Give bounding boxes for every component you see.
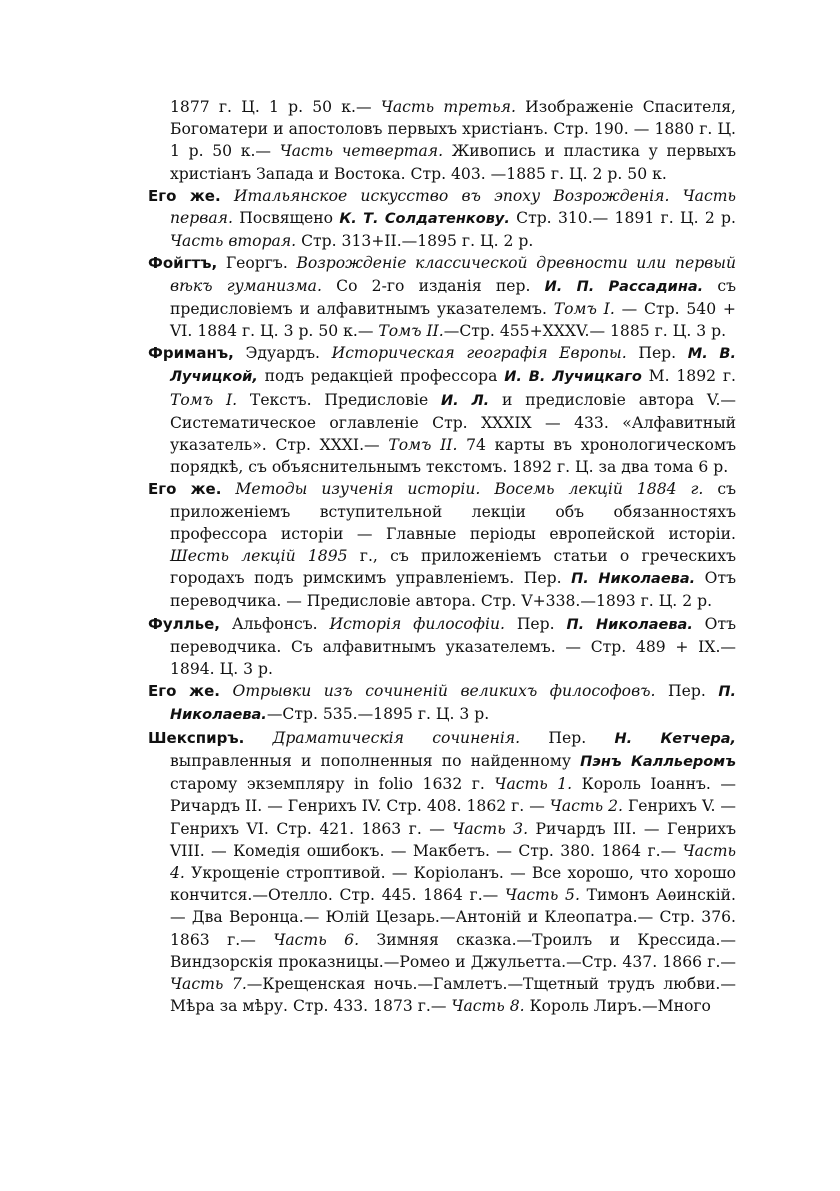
catalog-entry-ego-zhe-italian-art [148, 185, 736, 253]
entry-title-italic: Отрывки изъ сочиненій великихъ философовъ. [232, 682, 656, 701]
entry-person-name: И. В. Лучицкаго [504, 369, 642, 386]
entry-title-italic: Томъ II. [388, 436, 458, 455]
entry-text: Альфонсъ. [219, 614, 330, 633]
entry-text: Пер. [626, 344, 688, 363]
entry-title-italic: Часть 1. [494, 775, 573, 794]
entry-text: Тимонъ Аѳинскій.— Два Веронца.— Юлій Цезарь.—Антоній и Клеопатра.— Стр. 376. 1863 г.— [170, 886, 736, 949]
entry-title-italic: Часть 7. [170, 974, 247, 993]
entry-text: съ приложеніемъ вступительной лекціи объ обязанностяхъ профессора исторіи — Главные періоды европейской исторіи. [170, 480, 736, 543]
entry-text: — Стр. 540 + VI. 1884 г. Ц. 3 р. 50 к.— [170, 299, 737, 341]
entry-text: Посвящено [232, 209, 340, 228]
entry-text: выправленныя и пополненныя по найденному [170, 751, 581, 770]
entry-text [221, 187, 234, 205]
entry-author: Фриманъ, [148, 344, 234, 363]
entry-title-italic: Часть 2. [549, 797, 623, 816]
entry-text [220, 682, 233, 700]
entry-title-italic: Часть 4. [170, 841, 736, 882]
entry-text: Пер. [520, 728, 615, 747]
entry-person-name: П. Николаева. [566, 616, 693, 633]
entry-text: Укрощеніе строптивой. — Коріоланъ. — Все хорошо, что хорошо кончится.—Отелло. Стр. 445. 1864 г.— [170, 863, 736, 905]
entry-title-italic: Часть 5. [504, 886, 580, 905]
entry-text: Со 2-го изданія пер. [321, 276, 545, 295]
entry-text: —Крещенская ночь.—Гамлетъ.—Тщетный трудъ любви.— Мѣра за мѣру. Стр. 433. 1873 г.— [170, 974, 736, 1016]
entry-title-italic: Методы изученія исторіи. Восемь лекцій 1884 г. [235, 480, 704, 499]
entry-text: и предисловіе автора V.— Систематическое оглавленіе Стр. XXXIX — 433. «Алфавитный указатель». Стр. XXXI.— [170, 390, 737, 455]
entry-author: Фойгтъ, [148, 254, 218, 273]
catalog-entry-ego-zhe-excerpts [148, 680, 736, 726]
entry-author: Шекспиръ. [148, 728, 245, 747]
entry-title-italic: Историческая географія Европы. [331, 344, 627, 363]
entry-title-italic: Часть 8. [451, 997, 525, 1016]
entry-text: Король Лиръ.—Много [524, 997, 711, 1016]
catalog-page [148, 96, 736, 1017]
entry-text: Эдуардъ. [233, 344, 332, 363]
entry-title-italic: Шесть лекцій 1895 [170, 547, 348, 566]
entry-text: подъ редакціей профессора [257, 367, 505, 386]
entry-text: М. 1892 г. [641, 367, 736, 386]
entry-text: Текстъ. Предисловіе [237, 390, 442, 409]
entry-person-name: И. П. Рассадина. [544, 278, 704, 295]
entry-title-italic: Томъ I. [170, 390, 238, 409]
entry-title-italic: Часть 6. [273, 930, 360, 949]
catalog-entry-shakespeare [148, 727, 736, 1018]
entry-text: Стр. 313+II.—1895 г. Ц. 2 р. [296, 232, 534, 251]
entry-text: Отъ переводчика. — Предисловіе автора. Стр. V+338.—1893 г. Ц. 2 р. [170, 569, 737, 611]
catalog-entry-ego-zhe-methods [148, 478, 736, 612]
entry-text: Зимняя сказка.—Троилъ и Крессида.— Виндзорскія проказницы.—Ромео и Джульетта.—Стр. 437. 1866 г.— [170, 930, 737, 971]
entry-title-italic: Часть 3. [452, 819, 529, 838]
entry-text: съ предисловіемъ и алфавитнымъ указателемъ. [170, 276, 737, 318]
catalog-entry-voigt [148, 252, 736, 342]
entry-author: Его же. [148, 682, 220, 701]
entry-person-name: М. В. Лучицкой, [170, 346, 736, 386]
entry-person-name: П. Николаева. [170, 684, 736, 724]
entry-text: Георгъ. [217, 254, 297, 273]
catalog-entry-fouillee [148, 613, 736, 681]
entry-text [244, 729, 272, 747]
entry-text: Изображеніе Спасителя, Богоматери и апостоловъ первыхъ христіанъ. Стр. 190. — 1880 г. Ц. 1 р. 50 к.— [170, 98, 736, 161]
entry-title-italic: Драматическія сочиненія. [272, 728, 521, 747]
entry-title-italic: Часть вторая. [170, 232, 297, 251]
entry-person-name: П. Николаева. [571, 571, 696, 588]
entry-text: 1877 г. Ц. 1 р. 50 к.— [170, 98, 381, 116]
entry-text: —Стр. 455+XXXV.— 1885 г. Ц. 3 р. [443, 322, 727, 341]
entry-text: г., съ приложеніемъ статьи о греческихъ городахъ подъ римскимъ управленіемъ. Пер. [170, 547, 736, 588]
entry-text: старому экземпляру in folio 1632 г. [170, 775, 495, 794]
entry-title-italic: Томъ II. [378, 322, 444, 341]
entry-person-name: К. Т. Солдатенкову. [339, 211, 510, 228]
entry-person-name: И. Л. [441, 392, 490, 409]
entry-text: Отъ переводчика. Съ алфавитнымъ указателемъ. — Стр. 489 + IX.—1894. Ц. 3 р. [170, 614, 737, 679]
entry-text: Генрихъ V. — Генрихъ VI. Стр. 421. 1863 г. — [170, 797, 736, 838]
entry-text: Пер. [655, 682, 719, 701]
entry-text: Пер. [505, 614, 567, 633]
entry-title-italic: Возрожденіе классической древности или первый вѣкъ гуманизма. [170, 254, 736, 295]
entry-person-name: Пэнъ Калльеромъ [580, 753, 736, 770]
entry-text: Король Іоаннъ. — Ричардъ II. — Генрихъ IV. Стр. 408. 1862 г. — [170, 775, 736, 816]
entry-title-italic: Часть третья. [380, 98, 516, 116]
entry-text: Стр. 310.— 1891 г. Ц. 2 р. [509, 209, 736, 228]
entry-text: Живопись и пластика у первыхъ христіанъ Запада и Востока. Стр. 403. —1885 г. Ц. 2 р. 50 к. [170, 142, 737, 183]
entry-person-name: Н. Кетчера, [614, 730, 736, 747]
entry-text [221, 480, 235, 498]
entry-title-italic: Итальянское искусство въ эпоху Возрожденія. Часть первая. [170, 186, 736, 228]
entry-title-italic: Исторія философіи. [329, 614, 505, 633]
catalog-entry-freeman [148, 342, 736, 478]
entry-text: Ричардъ III. — Генрихъ VIII. — Комедія ошибокъ. — Макбетъ. — Стр. 380. 1864 г.— [170, 819, 736, 860]
entry-title-italic: Томъ I. [553, 299, 615, 318]
entry-author: Фуллье, [148, 614, 220, 633]
entry-text: 74 карты въ хронологическомъ порядкѣ, съ объяснительнымъ текстомъ. 1892 г. Ц. за два тома 6 р. [170, 436, 736, 477]
entry-author: Его же. [148, 480, 222, 499]
entry-title-italic: Часть четвертая. [279, 142, 444, 161]
catalog-entry-continued [148, 96, 736, 185]
entry-text: —Стр. 535.—1895 г. Ц. 3 р. [266, 705, 490, 724]
entry-author: Его же. [148, 186, 221, 205]
